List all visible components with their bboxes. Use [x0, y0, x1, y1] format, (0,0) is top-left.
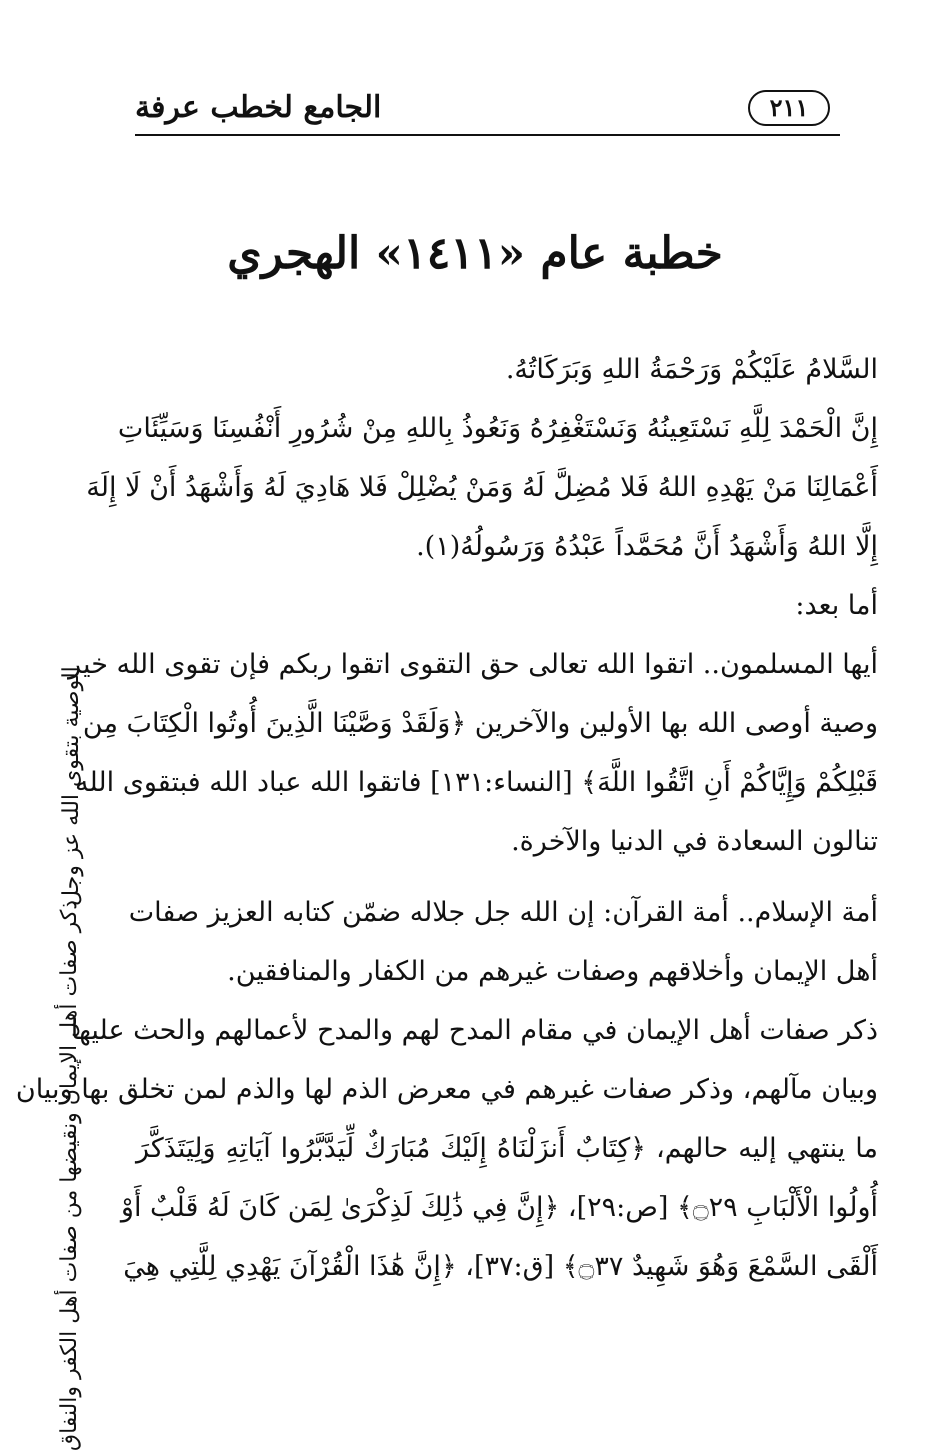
text-line: وصية أوصى الله بها الأولين والآخرين ﴿وَلَقَدْ وَصَّيْنَا الَّذِينَ أُوتُوا الْكِتَابَ مِن: [82, 708, 878, 739]
book-title: الجامع لخطب عرفة: [135, 90, 382, 125]
text-line: أمة الإسلام.. أمة القرآن: إن الله جل جلاله ضمّن كتابه العزيز صفات: [128, 897, 878, 928]
text-line: إِلَّا اللهُ وَأَشْهَدُ أَنَّ مُحَمَّداً عَبْدُهُ وَرَسُولُهُ(١).: [416, 531, 878, 562]
text-line: أما بعد:: [795, 590, 878, 621]
page-header: [135, 84, 840, 136]
margin-note: ذكر صفات أهل الإيمان ونقيضها من صفات أهل الكفر والنفاق: [57, 900, 82, 1451]
text-line: أَعْمَالِنَا مَنْ يَهْدِهِ اللهُ فَلا مُضِلَّ لَهُ وَمَنْ يُضْلِلْ فَلا هَادِيَ لَهُ وَأَشْهَدُ أَنْ لَا إِلَهَ: [86, 472, 878, 503]
text-line: أهل الإيمان وأخلاقهم وصفات غيرهم من الكفار والمنافقين.: [227, 956, 878, 987]
header-rule: [135, 134, 840, 136]
margin-note: الوصية بتقوى الله عز وجل: [59, 666, 84, 906]
text-line: وبيان مآلهم، وذكر صفات غيرهم في معرض الذم لها والذم لمن تخلق بها وبيان: [15, 1074, 878, 1105]
sermon-title: خطبة عام «١٤١١» الهجري: [227, 228, 723, 279]
text-line: أيها المسلمون.. اتقوا الله تعالى حق التقوى اتقوا ربكم فإن تقوى الله خير: [68, 649, 878, 680]
text-line: السَّلامُ عَلَيْكُمْ وَرَحْمَةُ اللهِ وَبَرَكَاتُهُ.: [505, 354, 878, 385]
page-number: ٢١١: [748, 90, 830, 126]
text-line: قَبْلِكُمْ وَإِيَّاكُمْ أَنِ اتَّقُوا اللَّهَ﴾ [النساء:١٣١] فاتقوا الله عباد الله فبتقوى الله: [74, 767, 878, 798]
text-line: أُولُوا الْأَلْبَابِ ۝٢٩﴾ [ص:٢٩]، ﴿إِنَّ فِي ذَٰلِكَ لَذِكْرَىٰ لِمَن كَانَ لَهُ قَلْبٌ أَوْ: [120, 1192, 878, 1223]
text-line: ما ينتهي إليه حالهم، ﴿كِتَابٌ أَنزَلْنَاهُ إِلَيْكَ مُبَارَكٌ لِّيَدَّبَّرُوا آيَاتِهِ وَلِيَتَذَكَّرَ: [136, 1133, 878, 1164]
text-line: أَلْقَى السَّمْعَ وَهُوَ شَهِيدٌ ۝٣٧﴾ [ق:٣٧]، ﴿إِنَّ هَٰذَا الْقُرْآنَ يَهْدِي لِلَّتِي هِيَ: [123, 1251, 878, 1282]
text-line: ذكر صفات أهل الإيمان في مقام المدح لهم والمدح لأعمالهم والحث عليها: [70, 1015, 878, 1046]
text-line: إِنَّ الْحَمْدَ لِلَّهِ نَسْتَعِينُهُ وَنَسْتَغْفِرُهُ وَنَعُوذُ بِاللهِ مِنْ شُرُورِ أَنْفُسِنَا وَسَيِّئَاتِ: [117, 413, 878, 444]
text-line: تنالون السعادة في الدنيا والآخرة.: [511, 826, 878, 857]
